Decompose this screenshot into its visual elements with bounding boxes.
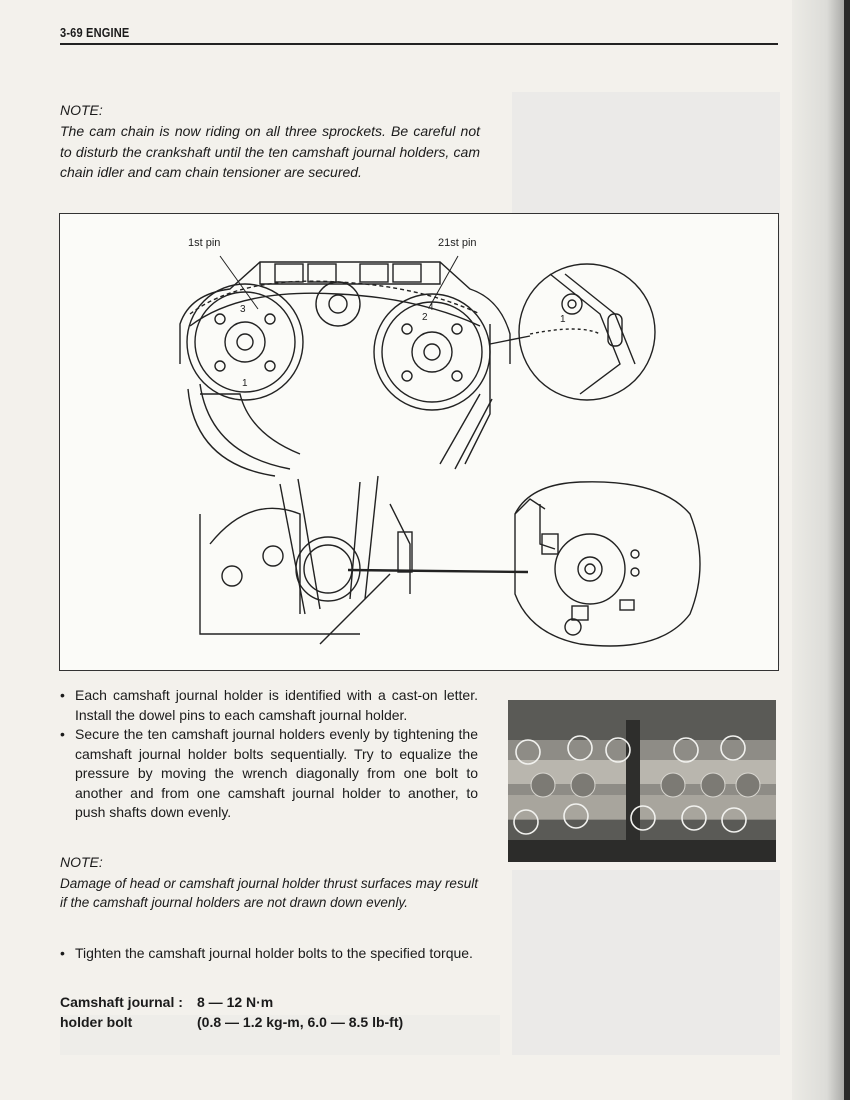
header-rule: [60, 43, 778, 45]
bullet-text-torque: Tighten the camshaft journal holder bolts to the specified torque.: [75, 945, 473, 961]
magnified-marker-1: 1: [560, 314, 566, 325]
bleed-through-region: [512, 870, 780, 1055]
list-item: [58, 686, 478, 725]
scan-page-edge: [792, 0, 850, 1100]
diagram-marker-4: 4: [428, 302, 434, 313]
list-item: [58, 725, 478, 823]
page-header: [60, 24, 778, 42]
label-1st-pin: 1st pin: [188, 237, 221, 249]
diagram-marker-3: 3: [240, 304, 246, 315]
photo-drawing: [508, 700, 776, 862]
label-21st-pin: 21st pin: [438, 237, 477, 249]
spec-value-kgm-lbft: (0.8 — 1.2 kg-m, 6.0 — 8.5 lb-ft): [197, 1014, 404, 1030]
spec-value-nm: 8 — 12 N·m: [197, 994, 274, 1010]
page-number-section: 3-69 ENGINE: [60, 25, 130, 40]
bullet-text-journal-holder-id: Each camshaft journal holder is identified with a cast-on letter. Install the dowel pins to each camshaft journal holder.: [75, 687, 478, 723]
bleed-through-region: [512, 92, 780, 220]
instruction-list: [58, 686, 478, 823]
cam-chain-diagram: [59, 213, 779, 671]
diagram-marker-1: 1: [242, 378, 248, 389]
note-label: NOTE:: [60, 102, 103, 118]
list-item: [58, 944, 488, 964]
bullet-dot: •: [60, 945, 65, 961]
bullet-dot: •: [60, 687, 65, 703]
diagram-marker-2: 2: [422, 312, 428, 323]
cylinder-head-photo: [508, 700, 776, 862]
bullet-text-secure-holders: Secure the ten camshaft journal holders evenly by tightening the camshaft journal holder bolts sequentially. Try to equalize the pressure by moving the wrench diagonally from one bolt to another and from one camshaft journal holder to another, to push shafts down evenly.: [75, 726, 478, 820]
list-item-torque: [58, 944, 488, 964]
diagram-drawing: [60, 214, 778, 670]
note-label-damage: NOTE:: [60, 854, 103, 870]
spec-label-line1: Camshaft journal :: [60, 994, 183, 1010]
note-text-damage: Damage of head or camshaft journal holder thrust surfaces may result if the camshaft journal holders are not drawn down evenly.: [60, 876, 478, 910]
bullet-dot: •: [60, 726, 65, 742]
note-text: The cam chain is now riding on all three sprockets. Be careful not to disturb the crankshaft until the ten camshaft journal holders, cam chain idler and cam chain tensioner are secured.: [60, 123, 480, 180]
spec-label-line2: holder bolt: [60, 1014, 133, 1030]
